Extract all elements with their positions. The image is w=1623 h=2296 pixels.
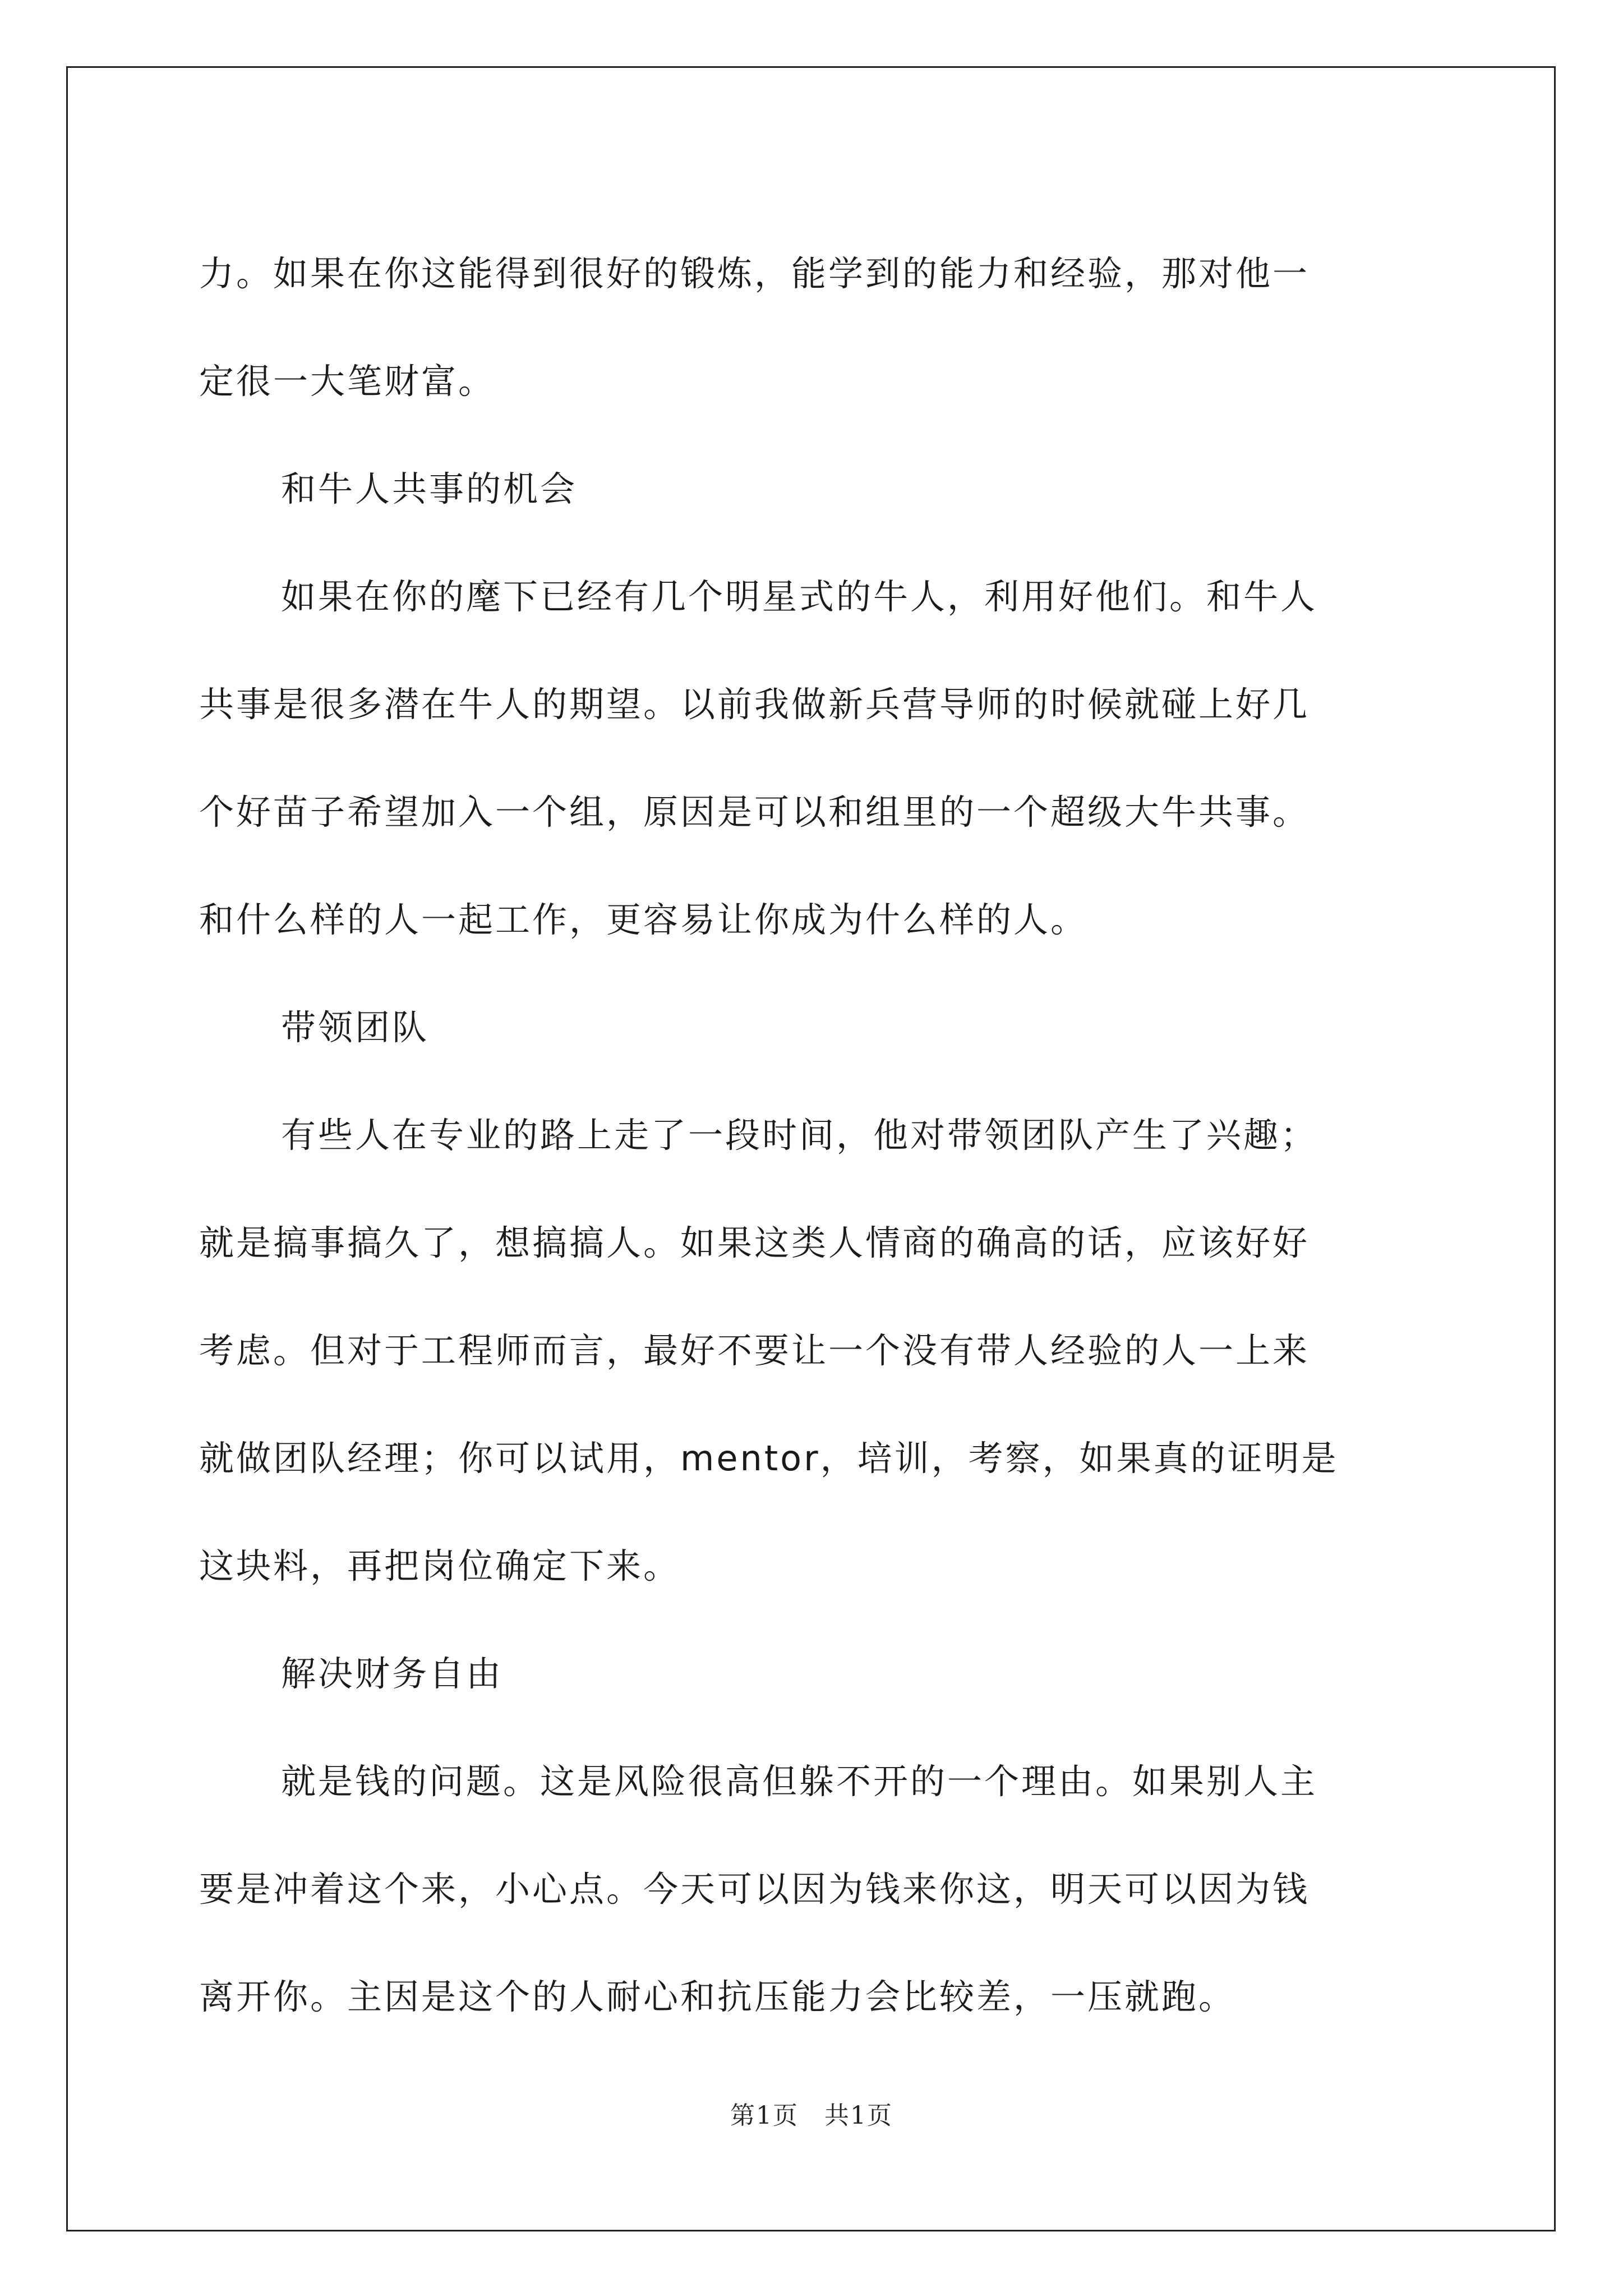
paragraph-line: 考虑。但对于工程师而言，最好不要让一个没有带人经验的人一上来 — [199, 1330, 1310, 1371]
paragraph-line: 定很一大笔财富。 — [199, 361, 496, 402]
paragraph-line: 这块料，再把岗位确定下来。 — [199, 1545, 681, 1586]
paragraph-line: 就是钱的问题。这是风险很高但躲不开的一个理由。如果别人主 — [281, 1761, 1318, 1802]
paragraph-line: 共事是很多潜在牛人的期望。以前我做新兵营导师的时候就碰上好几 — [199, 684, 1310, 725]
section-heading: 解决财务自由 — [281, 1653, 504, 1694]
section-heading: 和牛人共事的机会 — [281, 468, 578, 509]
section-heading: 带领团队 — [281, 1007, 430, 1048]
paragraph-line: 和什么样的人一起工作，更容易让你成为什么样的人。 — [199, 899, 1088, 940]
document-body — [199, 220, 1427, 2051]
paragraph-line: 要是冲着这个来，小心点。今天可以因为钱来你这，明天可以因为钱 — [199, 1869, 1310, 1910]
page-total: 共1页 — [824, 2101, 893, 2130]
paragraph-line: 力。如果在你这能得到很好的锻炼，能学到的能力和经验，那对他一 — [199, 253, 1310, 294]
paragraph-line: 就做团队经理；你可以试用，mentor，培训，考察，如果真的证明是 — [199, 1438, 1339, 1479]
paragraph-line: 个好苗子希望加入一个组，原因是可以和组里的一个超级大牛共事。 — [199, 792, 1310, 832]
page-footer — [0, 2095, 1623, 2131]
paragraph-line: 有些人在专业的路上走了一段时间，他对带领团队产生了兴趣； — [281, 1115, 1318, 1156]
paragraph-line: 离开你。主因是这个的人耐心和抗压能力会比较差，一压就跑。 — [199, 1976, 1236, 2017]
paragraph-line: 如果在你的麾下已经有几个明星式的牛人，利用好他们。和牛人 — [281, 576, 1318, 617]
paragraph-line: 就是搞事搞久了，想搞搞人。如果这类人情商的确高的话，应该好好 — [199, 1222, 1310, 1263]
page-number: 第1页 — [730, 2101, 799, 2130]
